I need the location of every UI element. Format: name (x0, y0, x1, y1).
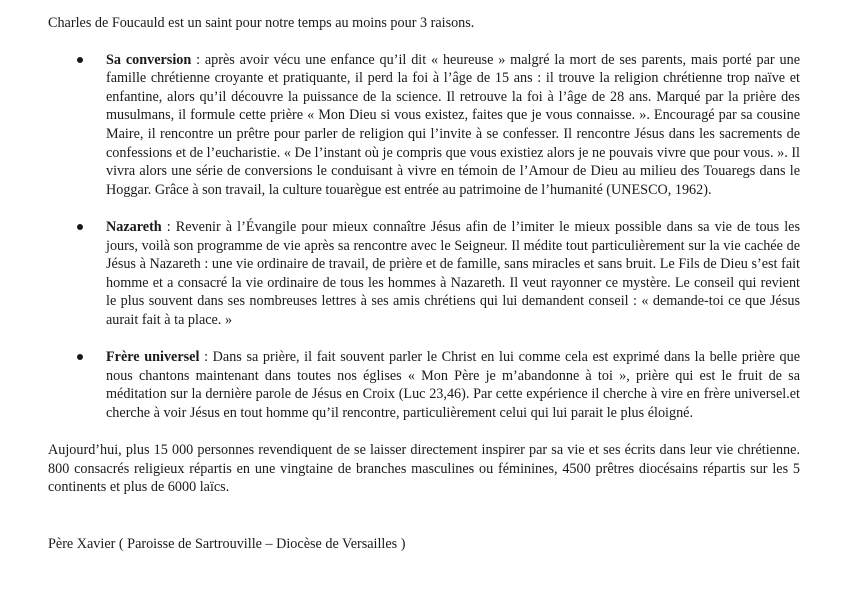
document-page (48, 14, 800, 553)
reason-title: Nazareth (106, 218, 162, 235)
reasons-list (48, 51, 800, 423)
outro-paragraph: Aujourd’hui, plus 15 000 personnes revendiquent de se laisser directement inspirer par sa vie et ses écrits dans leur vie chrétienne. 800 consacrés religieux répartis en une vingtaine de branches masculines ou féminines, 4500 prêtres diocésains répartis sur les 5 continents et plus de 6000 laïcs. (48, 442, 800, 496)
reason-item-nazareth (48, 218, 800, 330)
signature: Père Xavier ( Paroisse de Sartrouville – Diocèse de Versailles ) (48, 535, 406, 552)
bullet-icon (77, 354, 83, 360)
reason-title: Sa conversion (106, 51, 192, 68)
bullet-icon (77, 57, 83, 63)
reason-text: : Dans sa prière, il fait souvent parler le Christ en lui comme cela est exprimé dans la belle prière que nous chantons maintenant dans toutes nos églises « Mon Père je m’abandonne à toi », prière qui est le fruit de sa méditation sur la dernière parole de Jésus en Croix (Luc 23,46). Par cette expérience il cherche à vire en frère universel.et cherche à voir Jésus en tout homme qu’il rencontre, particulièrement celui qui lui parait le plus éloigné. (106, 349, 800, 421)
intro-paragraph: Charles de Foucauld est un saint pour notre temps au moins pour 3 raisons. (48, 15, 475, 31)
bullet-icon (77, 224, 83, 230)
reason-title: Frère universel (106, 349, 200, 366)
reason-item-conversion (48, 51, 800, 200)
reason-item-frere-universel (48, 348, 800, 422)
reason-text: : Revenir à l’Évangile pour mieux connaître Jésus afin de l’imiter le mieux possible dans sa vie de tous les jours, voilà son programme de vie après sa rencontre avec le Seigneur. Il médite tout particulièrement sur la vie cachée de Jésus à Nazareth : une vie ordinaire de travail, de prière et de famille, sans miracles et sans bruit. Le Fils de Dieu s’est fait homme et a consacré la vie ordinaire de tous les hommes à Nazareth. Il veut rayonner ce mystère. Le conseil qui revient le plus souvent dans ses nombreuses lettres à ses amis chrétiens qui lui demandent conseil : « demande-toi ce que Jésus aurait fait à ta place. » (106, 218, 800, 328)
reason-text: : après avoir vécu une enfance qu’il dit « heureuse » malgré la mort de ses parents, mais porté par une famille chrétienne croyante et pratiquante, il perd la foi à l’âge de 15 ans : il trouve la religion chrétienne trop naïve et enfantine, alors qu’il découvre la puissance de la science. Il retrouve la foi à l’âge de 28 ans. Marqué par la prière des musulmans, il formule cette prière « Mon Dieu si vous existez, faites que je vous connaisse. ». Encouragé par sa cousine Maire, il rencontre un prêtre pour parler de religion qui l’invite à se confesser. Il rencontre Jésus dans les sacrements de confessions et de l’eucharistie. « De l’instant où je compris que vous existiez alors je ne pouvais vivre que pour vous. ». Il vivra alors une série de conversions le conduisant à vivre en témoin de l’Amour de Dieu au milieu des Touaregs dans le Hoggar. Grâce à son travail, la culture touarègue est entrée au patrimoine de l’humanité (UNESCO, 1962). (106, 51, 800, 198)
